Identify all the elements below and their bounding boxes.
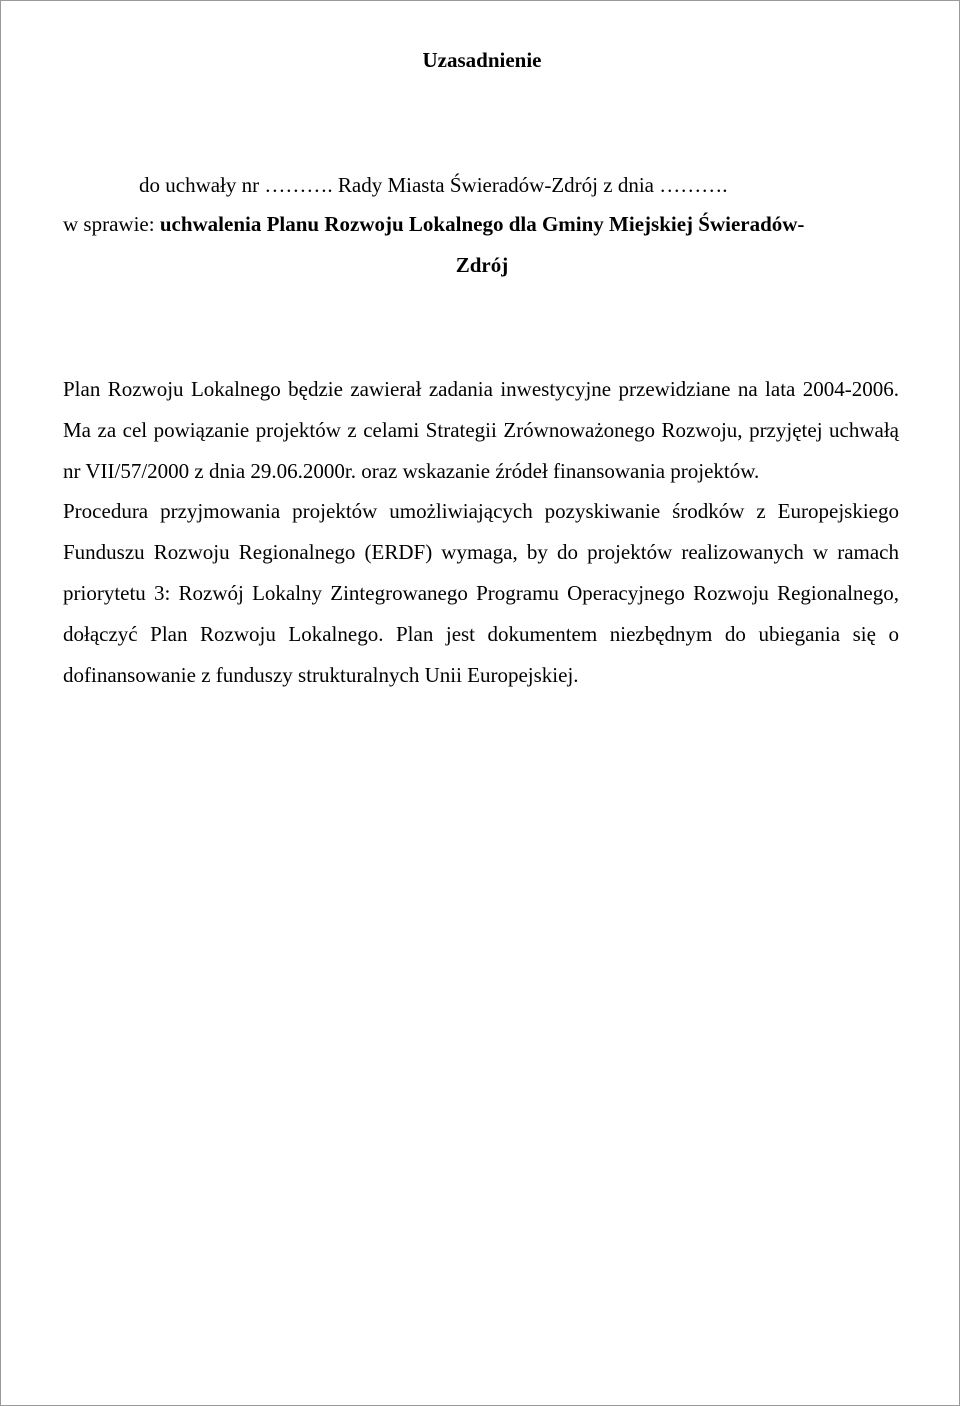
subject-title: uchwalenia Planu Rozwoju Lokalnego dla Gminy Miejskiej Świeradów-	[159, 212, 805, 236]
resolution-reference: do uchwały nr ………. Rady Miasta Świeradów-Zdrój z dnia ……….	[139, 173, 728, 197]
justification-body	[63, 369, 899, 695]
resolution-subject	[63, 210, 804, 238]
paragraph-plan-scope: Plan Rozwoju Lokalnego będzie zawierał zadania inwestycyjne przewidziane na lata 2004-2006. Ma za cel powiązanie projektów z celami Strategii Zrównoważonego Rozwoju, przyjętej uchwałą nr VII/57/2000 z dnia 29.06.2000r. oraz wskazanie źródeł finansowania projektów.	[63, 377, 899, 483]
paragraph-procedure: Procedura przyjmowania projektów umożliwiających pozyskiwanie środków z Europejskiego Funduszu Rozwoju Regionalnego (ERDF) wymaga, by do projektów realizowanych w ramach priorytetu 3: Rozwój Lokalny Zintegrowanego Programu Operacyjnego Rozwoju Regionalnego, dołączyć Plan Rozwoju Lokalnego. Plan jest dokumentem niezbędnym do ubiegania się o dofinansowanie z funduszy strukturalnych Unii Europejskiej.	[63, 499, 899, 687]
subject-title-continuation: Zdrój	[455, 253, 509, 277]
document-title: Uzasadnienie	[422, 48, 542, 72]
subject-prefix: w sprawie:	[63, 212, 160, 236]
